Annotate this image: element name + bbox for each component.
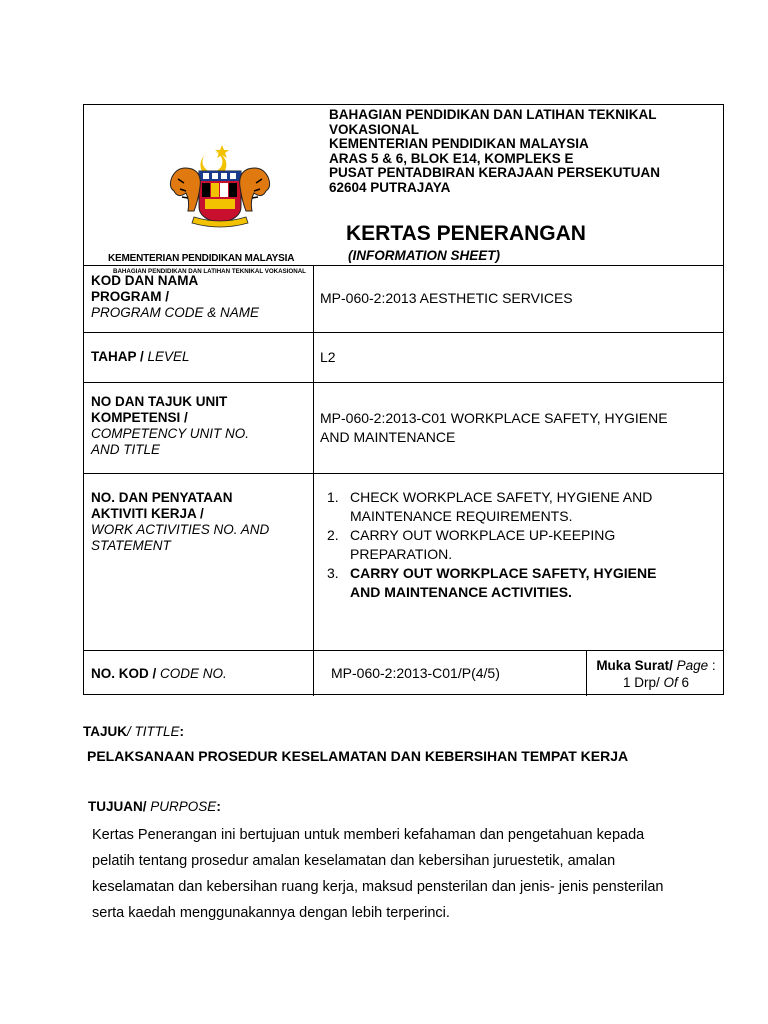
- logo-caption-sub: BAHAGIAN PENDIDIKAN DAN LATIHAN TEKNIKAL VOKASIONAL: [113, 268, 306, 275]
- list-item: 1. CHECK WORKPLACE SAFETY, HYGIENE AND MAINTENANCE REQUIREMENTS.: [327, 489, 653, 524]
- code-value: MP-060-2:2013-C01/P(4/5): [331, 665, 500, 681]
- title-heading: TAJUK/ TITTLE:: [83, 724, 185, 739]
- code-label: NO. KOD / CODE NO.: [91, 666, 227, 681]
- page-number: Muka Surat/ Page : 1 Drp/ Of 6: [596, 658, 716, 690]
- program-value: MP-060-2:2013 AESTHETIC SERVICES: [320, 290, 573, 306]
- org-line: PUSAT PENTADBIRAN KERAJAAN PERSEKUTUAN: [329, 165, 661, 180]
- title-text: PELAKSANAAN PROSEDUR KESELAMATAN DAN KEBERSIHAN TEMPAT KERJA: [87, 748, 629, 764]
- org-line: VOKASIONAL: [329, 121, 420, 137]
- logo-caption-main: KEMENTERIAN PENDIDIKAN MALAYSIA: [108, 253, 295, 264]
- organization-address: [329, 108, 660, 195]
- coat-of-arms-icon: [102, 135, 327, 260]
- purpose-heading: TUJUAN/ PURPOSE:: [88, 799, 221, 814]
- document-title: KERTAS PENERANGAN: [346, 222, 586, 245]
- information-sheet-table: [83, 104, 724, 695]
- row-divider: [84, 650, 723, 651]
- ministry-logo: [102, 135, 327, 275]
- competency-unit-value: MP-060-2:2013-C01 WORKPLACE SAFETY, HYGIENE AND MAINTENANCE: [320, 410, 668, 445]
- org-line: 62604 PUTRAJAYA: [329, 179, 451, 195]
- org-line: BAHAGIAN PENDIDIKAN DAN LATIHAN TEKNIKAL: [329, 107, 657, 122]
- document-subtitle: (INFORMATION SHEET): [348, 248, 500, 263]
- work-activities-label: NO. DAN PENYATAAN AKTIVITI KERJA / WORK ACTIVITIES NO. AND STATEMENT: [91, 490, 270, 553]
- column-divider: [313, 265, 314, 696]
- purpose-paragraph: Kertas Penerangan ini bertujuan untuk memberi kefahaman dan pengetahuan kepada pelatih tentang prosedur amalan keselamatan dan kebersihan juruestetik, amalan keselamatan dan kebersihan ruang kerja, maksud pensterilan dan jenis- jenis pensterilan serta kaedah menggunakannya dengan lebih terperinci.: [92, 827, 664, 921]
- org-line: KEMENTERIAN PENDIDIKAN MALAYSIA: [329, 136, 589, 151]
- list-item: 2. CARRY OUT WORKPLACE UP-KEEPING PREPARATION.: [327, 527, 616, 562]
- level-label: TAHAP / LEVEL: [91, 349, 190, 364]
- competency-unit-label: NO DAN TAJUK UNIT KOMPETENSI / COMPETENCY UNIT NO. AND TITLE: [91, 394, 250, 457]
- row-divider: [84, 473, 723, 474]
- org-line: ARAS 5 & 6, BLOK E14, KOMPLEKS E: [329, 150, 574, 166]
- program-label: KOD DAN NAMA PROGRAM / PROGRAM CODE & NAME: [91, 273, 260, 320]
- list-item: 3. CARRY OUT WORKPLACE SAFETY, HYGIENE AND MAINTENANCE ACTIVITIES.: [327, 565, 657, 600]
- row-divider: [84, 265, 723, 266]
- work-activities-list: [327, 488, 722, 602]
- level-value: L2: [320, 349, 336, 365]
- row-divider: [84, 332, 723, 333]
- row-divider: [84, 382, 723, 383]
